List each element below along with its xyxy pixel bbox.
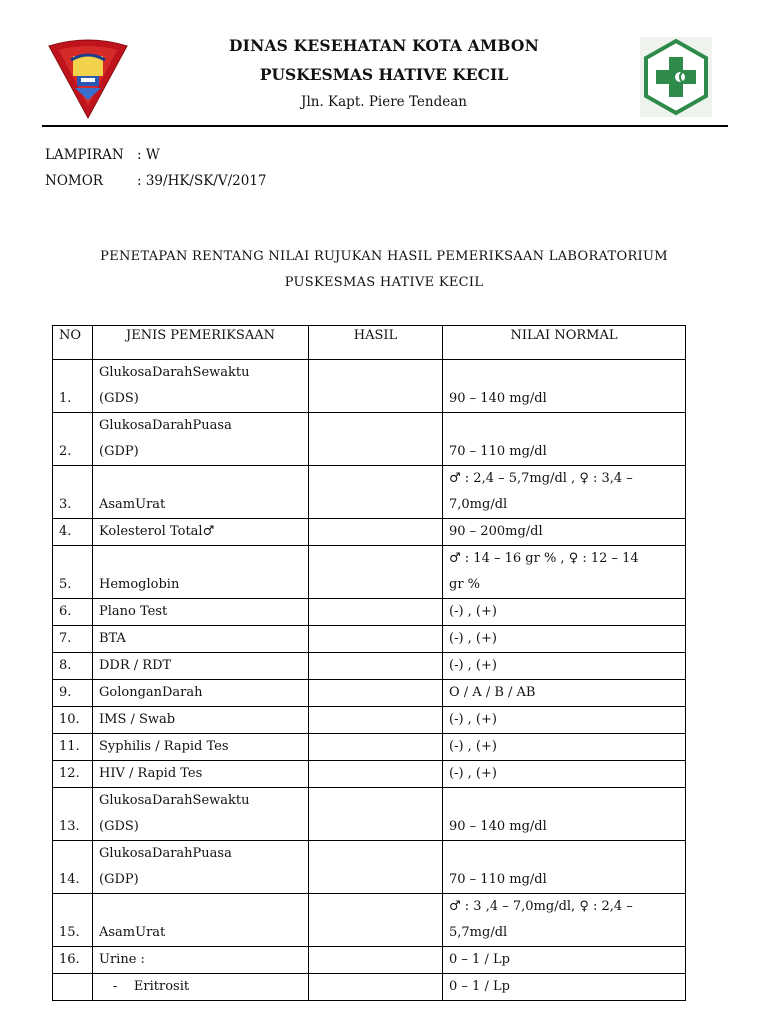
row-jenis-line: GlukosaDarahSewaktu [99, 793, 250, 808]
clinic-address: Jln. Kapt. Piere Tendean [301, 94, 467, 110]
row-jenis [93, 626, 309, 653]
row-jenis-line: GlukosaDarahPuasa [99, 418, 232, 433]
row-normal-line: ♂ : 3 ,4 – 7,0mg/dl, ♀ : 2,4 – [449, 899, 633, 914]
row-nilai-normal [443, 626, 686, 653]
row-normal-line: gr % [449, 577, 481, 592]
row-no: 10. [53, 707, 93, 734]
row-nilai-normal [443, 360, 686, 413]
table-row [53, 466, 686, 519]
row-nilai-normal [443, 546, 686, 599]
row-hasil [309, 413, 443, 466]
row-nilai-normal [443, 680, 686, 707]
row-jenis [93, 974, 309, 1001]
row-normal-line: 90 – 200mg/dl [449, 524, 543, 539]
row-hasil [309, 947, 443, 974]
header-divider [42, 125, 728, 127]
row-normal-line: 7,0mg/dl [449, 497, 508, 512]
row-hasil [309, 680, 443, 707]
table-row [53, 546, 686, 599]
row-no: 14. [53, 841, 93, 894]
row-jenis-line: DDR / RDT [99, 658, 172, 673]
row-hasil [309, 653, 443, 680]
nomor-line [45, 173, 267, 189]
row-normal-line: ♂ : 2,4 – 5,7mg/dl , ♀ : 3,4 – [449, 471, 633, 486]
row-jenis-line: HIV / Rapid Tes [99, 766, 203, 781]
row-no: 15. [53, 894, 93, 947]
row-jenis-line: Kolesterol Total♂ [99, 524, 215, 539]
row-jenis [93, 788, 309, 841]
row-nilai-normal [443, 841, 686, 894]
row-normal-line: 0 – 1 / Lp [449, 952, 510, 967]
header-hasil: HASIL [309, 326, 443, 360]
row-nilai-normal [443, 413, 686, 466]
clinic-name: PUSKESMAS HATIVE KECIL [259, 65, 509, 84]
row-jenis-line: (GDP) [99, 444, 139, 459]
row-normal-line: O / A / B / AB [449, 685, 536, 700]
row-jenis [93, 360, 309, 413]
row-normal-line: (-) , (+) [449, 739, 497, 754]
row-normal-line: 90 – 140 mg/dl [449, 391, 547, 406]
row-no: 2. [53, 413, 93, 466]
row-hasil [309, 841, 443, 894]
table-row [53, 707, 686, 734]
row-jenis-line: GlukosaDarahPuasa [99, 846, 232, 861]
row-jenis-line: (GDS) [99, 391, 139, 406]
row-jenis [93, 680, 309, 707]
row-hasil [309, 466, 443, 519]
row-jenis-line: BTA [99, 631, 126, 646]
puskesmas-logo [640, 37, 712, 117]
row-no: 13. [53, 788, 93, 841]
row-jenis [93, 947, 309, 974]
row-no: 8. [53, 653, 93, 680]
city-emblem-logo [47, 36, 129, 120]
document-title: PENETAPAN RENTANG NILAI RUJUKAN HASIL PEMERIKSAAN LABORATORIUM [100, 249, 668, 264]
lampiran-value: : W [137, 147, 160, 163]
row-no: 3. [53, 466, 93, 519]
row-jenis-line: (GDP) [99, 872, 139, 887]
row-hasil [309, 546, 443, 599]
row-jenis [93, 841, 309, 894]
row-normal-line: (-) , (+) [449, 658, 497, 673]
row-hasil [309, 761, 443, 788]
table-row [53, 626, 686, 653]
row-no: 9. [53, 680, 93, 707]
row-nilai-normal [443, 466, 686, 519]
row-jenis-line: Syphilis / Rapid Tes [99, 739, 229, 754]
row-nilai-normal [443, 761, 686, 788]
row-jenis [93, 707, 309, 734]
table-row [53, 947, 686, 974]
row-hasil [309, 599, 443, 626]
table-row [53, 599, 686, 626]
table-row [53, 653, 686, 680]
agency-name: DINAS KESEHATAN KOTA AMBON [229, 36, 539, 55]
row-jenis [93, 413, 309, 466]
header-no: NO [53, 326, 93, 360]
row-jenis-line: GlukosaDarahSewaktu [99, 365, 250, 380]
row-jenis [93, 734, 309, 761]
row-hasil [309, 626, 443, 653]
row-no: 7. [53, 626, 93, 653]
row-jenis [93, 599, 309, 626]
row-no: 16. [53, 947, 93, 974]
row-nilai-normal [443, 734, 686, 761]
table-row [53, 761, 686, 788]
row-no: 5. [53, 546, 93, 599]
row-no: 12. [53, 761, 93, 788]
row-normal-line: (-) , (+) [449, 631, 497, 646]
row-jenis-line: Plano Test [99, 604, 168, 619]
lampiran-label: LAMPIRAN [45, 147, 124, 163]
row-normal-line: (-) , (+) [449, 766, 497, 781]
table-row [53, 413, 686, 466]
row-jenis-line: IMS / Swab [99, 712, 176, 727]
row-no: 1. [53, 360, 93, 413]
table-row [53, 974, 686, 1001]
row-nilai-normal [443, 894, 686, 947]
header-jenis: JENIS PEMERIKSAAN [93, 326, 309, 360]
header-nilai-normal: NILAI NORMAL [443, 326, 686, 360]
row-no: 11. [53, 734, 93, 761]
lampiran-line [45, 147, 160, 163]
row-normal-line: (-) , (+) [449, 604, 497, 619]
row-jenis [93, 894, 309, 947]
row-jenis-line: Urine : [99, 952, 145, 967]
row-normal-line: 70 – 110 mg/dl [449, 872, 547, 887]
row-jenis [93, 519, 309, 546]
row-jenis-line: (GDS) [99, 819, 139, 834]
row-jenis-line: GolonganDarah [99, 685, 203, 700]
table-row [53, 680, 686, 707]
nomor-label: NOMOR [45, 173, 103, 189]
row-nilai-normal [443, 519, 686, 546]
row-hasil [309, 707, 443, 734]
row-normal-line: (-) , (+) [449, 712, 497, 727]
table-row [53, 894, 686, 947]
row-hasil [309, 788, 443, 841]
row-normal-line: 0 – 1 / Lp [449, 979, 510, 994]
table-row [53, 788, 686, 841]
table-row [53, 519, 686, 546]
table-row [53, 841, 686, 894]
row-nilai-normal [443, 707, 686, 734]
row-jenis-line: - Eritrosit [113, 979, 190, 994]
row-jenis [93, 466, 309, 519]
row-hasil [309, 974, 443, 1001]
table-row [53, 734, 686, 761]
row-nilai-normal [443, 653, 686, 680]
row-jenis [93, 653, 309, 680]
row-nilai-normal [443, 788, 686, 841]
row-jenis-line: Hemoglobin [99, 577, 180, 592]
row-hasil [309, 519, 443, 546]
row-hasil [309, 894, 443, 947]
row-nilai-normal [443, 974, 686, 1001]
row-jenis [93, 546, 309, 599]
nomor-value: : 39/HK/SK/V/2017 [137, 173, 267, 189]
row-jenis-line: AsamUrat [99, 925, 166, 940]
row-hasil [309, 734, 443, 761]
row-normal-line: 70 – 110 mg/dl [449, 444, 547, 459]
row-nilai-normal [443, 947, 686, 974]
row-normal-line: 5,7mg/dl [449, 925, 508, 940]
row-hasil [309, 360, 443, 413]
table-header-row [53, 326, 686, 360]
row-jenis [93, 761, 309, 788]
table-row [53, 360, 686, 413]
row-normal-line: 90 – 140 mg/dl [449, 819, 547, 834]
document-subtitle: PUSKESMAS HATIVE KECIL [284, 275, 484, 290]
row-no [53, 974, 93, 1001]
row-nilai-normal [443, 599, 686, 626]
row-no: 4. [53, 519, 93, 546]
row-no: 6. [53, 599, 93, 626]
lab-reference-table [52, 325, 686, 1001]
row-normal-line: ♂ : 14 – 16 gr % , ♀ : 12 – 14 [449, 551, 639, 566]
row-jenis-line: AsamUrat [99, 497, 166, 512]
